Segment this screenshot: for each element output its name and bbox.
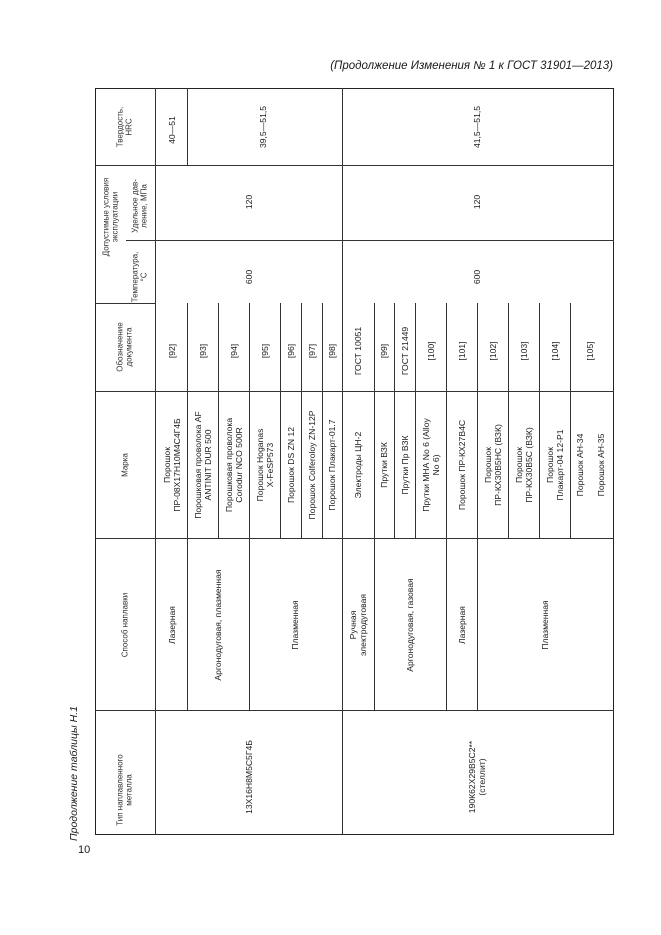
method-cell: Лазерная — [456, 606, 467, 644]
header-method: Способ наплавки — [120, 592, 130, 658]
header-temperature: Температура, °С — [130, 251, 149, 303]
table-rule — [342, 710, 614, 711]
table-rule — [374, 538, 375, 710]
table-rule — [95, 303, 155, 304]
doc-cell: [100] — [425, 341, 436, 361]
brand-cell: Порошковая проволока AF ANTINIT DUR 500 — [192, 411, 213, 519]
table-rule — [342, 165, 614, 166]
table-rule — [95, 391, 155, 392]
doc-cell: [101] — [456, 341, 467, 361]
table-rule — [126, 240, 155, 241]
method-cell: Плазменная — [539, 600, 550, 650]
doc-cell: ГОСТ 21449 — [399, 326, 410, 376]
table-rule — [95, 538, 155, 539]
doc-cell: [99] — [378, 343, 389, 359]
table-rule — [415, 303, 416, 538]
table-caption: Продолжение таблицы Н.1 — [68, 706, 80, 841]
brand-cell: Порошок АН-34 — [574, 433, 585, 497]
table-rule — [95, 710, 155, 711]
table-rule — [446, 538, 447, 710]
method-cell: Ручная электродуговая — [347, 593, 368, 657]
hardness-cell: 40—51 — [166, 116, 177, 144]
table-rule — [446, 303, 447, 538]
table-rule — [539, 303, 540, 538]
header-brand: Марка — [120, 453, 130, 477]
doc-cell: [102] — [487, 341, 498, 361]
table-rule — [374, 303, 375, 538]
table-rule — [280, 303, 281, 538]
table-rule — [155, 710, 342, 711]
brand-cell: Порошок ПР-08Х17Н10М4С4Г4Б — [161, 418, 182, 512]
table-rule — [342, 538, 614, 539]
brand-cell: Порошок ПР-КХ27В4С — [456, 419, 467, 511]
brand-cell: Порошок DS ZN 12 — [285, 426, 296, 504]
doc-cell: ГОСТ 10051 — [352, 326, 363, 376]
doc-cell: [98] — [326, 343, 337, 359]
table-rule — [301, 303, 302, 538]
brand-cell: Порошок Плакарт-04 12-Р1 — [544, 429, 565, 501]
brand-cell: Порошок Плакарт-01.7 — [326, 419, 337, 511]
table-rule — [570, 391, 571, 538]
table-rule — [394, 303, 395, 538]
table-rule — [249, 303, 250, 538]
pressure-cell: 120 — [471, 194, 482, 210]
table-rule — [218, 303, 219, 538]
brand-cell: Прутки Пр ВЗК — [399, 435, 410, 495]
table-rule — [477, 303, 478, 538]
method-cell: Аргонодуговая, плазменная — [212, 569, 223, 681]
brand-cell: Прутки ВЗК — [378, 442, 389, 488]
table-rule — [342, 391, 614, 392]
hardness-cell: 41,5—51,5 — [471, 105, 482, 149]
table-rule — [155, 240, 342, 241]
brand-cell: Порошок АН-35 — [595, 433, 606, 497]
table-rule — [187, 88, 188, 165]
metal-type-cell: 190К62Х29В5С2** (стеллит) — [466, 740, 487, 814]
header-metal-type: Тип наплавленного металла — [115, 754, 134, 826]
doc-cell: [104] — [549, 341, 560, 361]
doc-cell: [105] — [584, 341, 595, 361]
temperature-cell: 600 — [243, 269, 254, 285]
table-rule — [187, 538, 188, 710]
brand-cell: Электроды ЦН-2 — [352, 431, 363, 499]
method-cell: Лазерная — [166, 606, 177, 644]
table-rule — [249, 538, 250, 710]
hardness-cell: 39,5—51,5 — [257, 105, 268, 149]
table-rule — [322, 303, 323, 538]
table-rule — [342, 88, 343, 835]
table-rule — [155, 88, 156, 835]
method-cell: Плазменная — [289, 600, 300, 650]
brand-cell: Порошок Colferoloy ZN-12P — [306, 410, 317, 520]
table-rule — [187, 303, 188, 538]
table-rule — [155, 165, 342, 166]
doc-cell: [92] — [166, 343, 177, 359]
brand-cell: Прутки МНА No 6 (Alloy No 6) — [420, 418, 441, 512]
doc-cell: [94] — [228, 343, 239, 359]
table-rule — [477, 538, 478, 710]
doc-cell: [103] — [518, 341, 529, 361]
temperature-cell: 600 — [471, 269, 482, 285]
pressure-cell: 120 — [243, 194, 254, 210]
doc-cell: [95] — [259, 343, 270, 359]
header-conditions: Допустимые условия эксплуатации — [101, 177, 120, 257]
metal-type-cell: 13Х16Н8М5С5Г4Б — [243, 740, 254, 814]
table-rule — [95, 165, 155, 166]
table-rule — [342, 240, 614, 241]
page-header: (Продолжение Изменения № 1 к ГОСТ 31901—2013) — [330, 60, 613, 72]
brand-cell: Порошок ПР-КХ30В5С (ВЗК) — [513, 427, 534, 503]
doc-cell: [97] — [306, 343, 317, 359]
table-rule — [508, 303, 509, 538]
page-number: 10 — [78, 844, 91, 856]
brand-cell: Порошок Hoganas X-FeSP573 — [254, 428, 275, 502]
header-hardness: Твердость, HRC — [115, 106, 134, 148]
method-cell: Аргонодуговая, газовая — [404, 578, 415, 672]
doc-cell: [93] — [197, 343, 208, 359]
header-pressure: Удельное дав- ление, МПа — [130, 179, 149, 233]
brand-cell: Порошковая проволока Corodur NCO 500R — [223, 417, 244, 513]
doc-cell: [96] — [285, 343, 296, 359]
header-doc: Обозначение документа — [115, 322, 134, 372]
brand-cell: Порошок ПР-КХ30В5НС (ВЗК) — [482, 424, 503, 506]
table-rule — [570, 303, 571, 391]
